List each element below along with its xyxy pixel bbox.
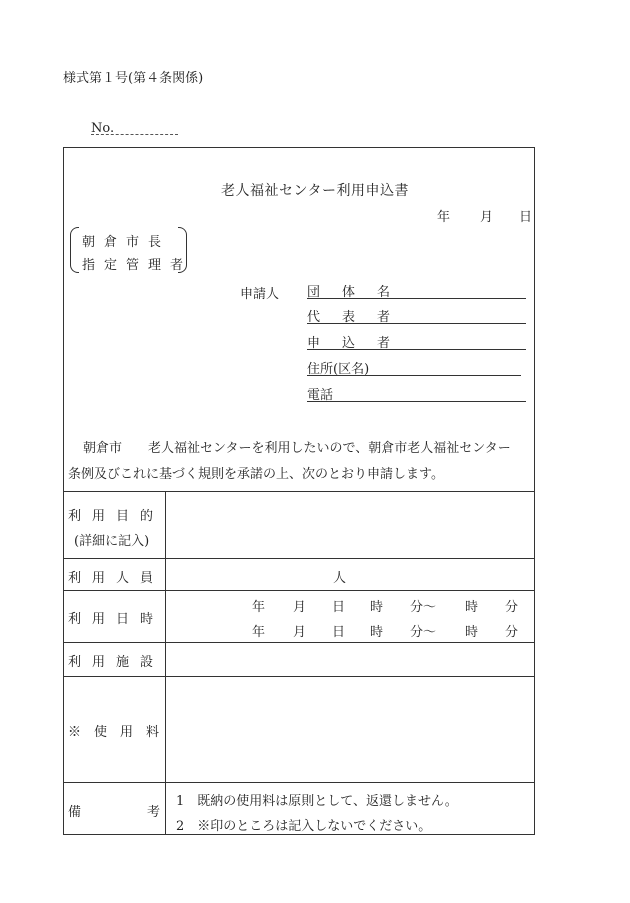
people-label: 利用人員 <box>68 571 165 586</box>
dt2-hour: 時 <box>370 625 384 640</box>
purpose-label: 利用目的 <box>68 509 165 524</box>
datetime-label: 利用日時 <box>68 612 165 627</box>
row-divider <box>63 590 535 591</box>
purpose-note: (詳細に記入) <box>74 534 150 549</box>
number-field[interactable] <box>91 134 178 135</box>
dt1-hour-end: 時 <box>465 600 479 615</box>
addressee-bracket-left <box>70 227 79 273</box>
remarks-label-1: 備 <box>68 805 82 820</box>
phone-field[interactable] <box>307 384 526 402</box>
addressee-manager: 指定管理者 <box>82 258 193 273</box>
phone-label: 電話 <box>307 388 334 403</box>
dt2-minute-end: 分 <box>505 625 519 640</box>
dt2-hour-end: 時 <box>465 625 479 640</box>
form-title: 老人福祉センター利用申込書 <box>221 183 409 199</box>
number-label: No. <box>91 121 115 136</box>
dt1-day: 日 <box>332 600 346 615</box>
dt2-year: 年 <box>252 625 266 640</box>
dt1-minute-end: 分 <box>505 600 519 615</box>
date-day-label: 日 <box>519 210 533 225</box>
fee-input[interactable] <box>166 677 534 782</box>
intro-line-1: 朝倉市 老人福祉センターを利用したいので、朝倉市老人福祉センター <box>83 441 511 456</box>
dt2-month: 月 <box>293 625 307 640</box>
representative-label: 代表者 <box>307 310 413 325</box>
remarks-label-2: 考 <box>147 805 161 820</box>
dt1-month: 月 <box>293 600 307 615</box>
fee-label: ※ 使 用 料 <box>68 725 160 740</box>
organization-name-field[interactable] <box>307 281 526 299</box>
applicant-name-label: 申込者 <box>307 336 413 351</box>
applicant-field[interactable] <box>307 332 526 350</box>
people-unit: 人 <box>333 571 347 586</box>
address-field[interactable] <box>307 358 521 376</box>
intro-line-2: 条例及びこれに基づく規則を承諾の上、次のとおり申請します。 <box>68 467 444 482</box>
remark-1: 1 既納の使用料は原則として、返還しません。 <box>176 794 458 809</box>
form-number-label: 様式第１号(第４条関係) <box>63 71 204 86</box>
row-divider <box>63 782 535 783</box>
intro-text <box>68 436 532 488</box>
date-month-label: 月 <box>480 210 494 225</box>
row-divider <box>63 558 535 559</box>
dt1-year: 年 <box>252 600 266 615</box>
organization-name-label: 団体名 <box>307 285 413 300</box>
applicant-label: 申請人 <box>240 287 280 302</box>
address-label: 住所(区名) <box>307 362 370 377</box>
dt2-minute: 分〜 <box>410 625 437 640</box>
facility-label: 利用施設 <box>68 655 165 670</box>
facility-input[interactable] <box>166 643 534 676</box>
representative-field[interactable] <box>307 306 526 324</box>
addressee-mayor: 朝倉市長 <box>82 235 171 250</box>
dt1-hour: 時 <box>370 600 384 615</box>
purpose-input[interactable] <box>166 492 534 558</box>
dt1-minute: 分〜 <box>410 600 437 615</box>
date-year-label: 年 <box>437 210 451 225</box>
remark-2: 2 ※印のところは記入しないでください。 <box>176 819 432 834</box>
dt2-day: 日 <box>332 625 346 640</box>
